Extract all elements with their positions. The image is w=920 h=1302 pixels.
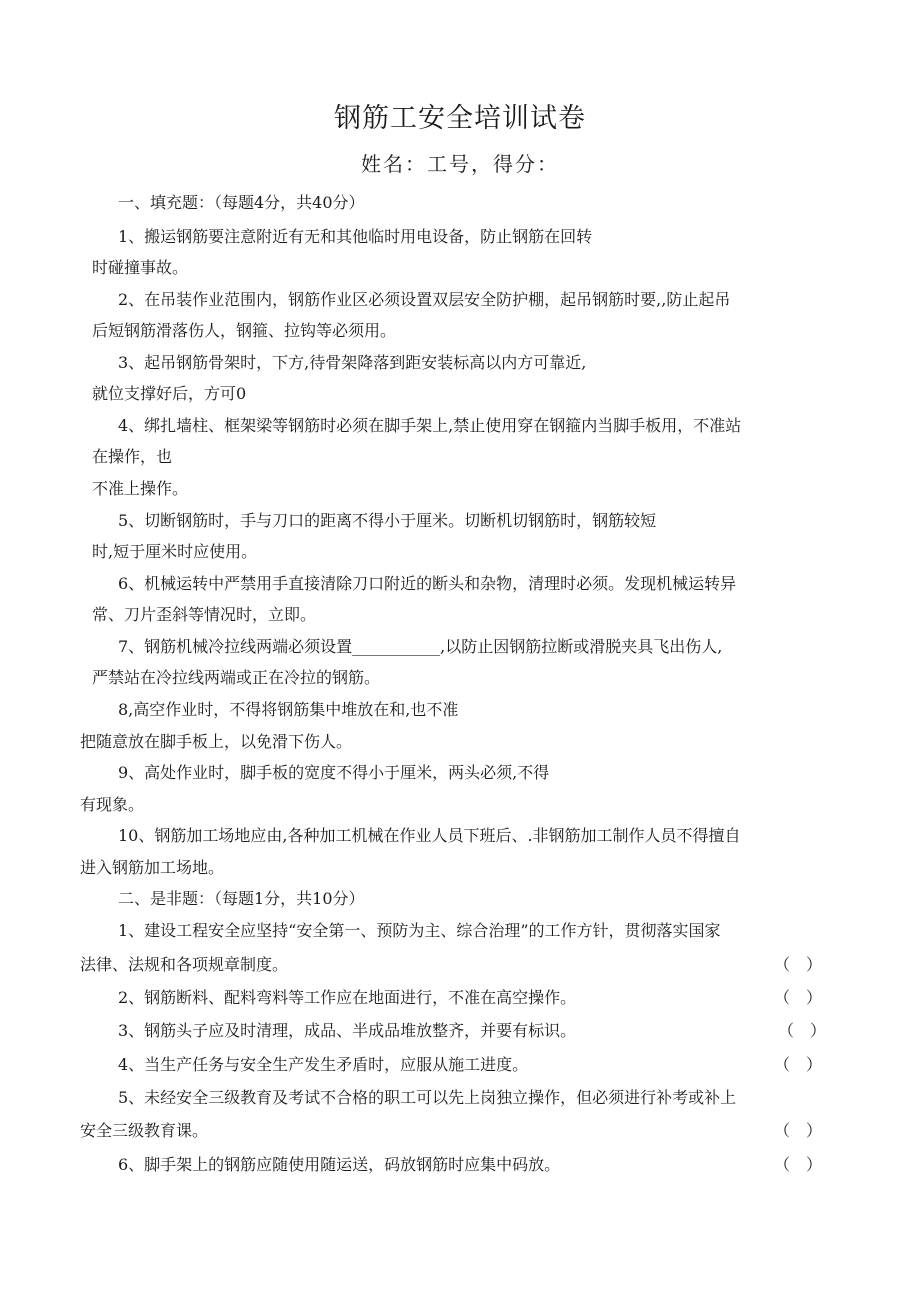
fill-q6-line1: 6、机械运转中严禁用手直接清除刀口附近的断头和杂物，清理时必须。发现机械运转异	[118, 574, 737, 593]
fill-q9-line1: 9、高处作业时，脚手板的宽度不得小于厘米，两头必须,不得	[118, 763, 550, 782]
fill-q4-line1: 4、绑扎墙柱、框架梁等钢筋时必须在脚手架上,禁止使用穿在钢箍内当脚手板用，不准站	[118, 416, 742, 435]
tf-q4: 4、当生产任务与安全生产发生矛盾时，应服从施工进度。	[118, 1055, 529, 1074]
fill-q6-line2: 常、刀片歪斜等情况时，立即。	[92, 605, 317, 624]
fill-q3-line2: 就位支撑好后，方可0	[92, 384, 247, 403]
exam-title: 钢筋工安全培训试卷	[334, 103, 586, 134]
tf-q2: 2、钢筋断料、配料弯料等工作应在地面进行，不准在高空操作。	[118, 988, 577, 1007]
fill-q7-line1: 7、钢筋机械冷拉线两端必须设置___________,以防止因钢筋拉断或滑脱夹具飞出伤人,	[118, 637, 723, 656]
tf-q3: 3、钢筋头子应及时清理，成品、半成品堆放整齐，并要有标识。	[118, 1021, 577, 1040]
tf-q1-line2: 法律、法规和各项规章制度。	[80, 955, 289, 974]
fill-q1-line2: 时碰撞事故。	[92, 258, 189, 277]
section2-heading: 二、是非题：（每题1分，共10分）	[118, 889, 365, 908]
tf-q1-answer-blank: （ ）	[774, 955, 823, 974]
fill-q2-line1: 2、在吊装作业范围内，钢筋作业区必须设置双层安全防护棚，起吊钢筋时要,,防止起吊	[118, 290, 731, 309]
tf-q5-answer-blank: （ ）	[774, 1121, 823, 1140]
fill-q5-line1: 5、切断钢筋时，手与刀口的距离不得小于厘米。切断机切钢筋时，钢筋较短	[118, 511, 657, 530]
tf-q2-answer-blank: （ ）	[774, 988, 823, 1007]
fill-q1-line1: 1、搬运钢筋要注意附近有无和其他临时用电设备，防止钢筋在回转	[118, 227, 593, 246]
tf-q3-answer-blank: （ ）	[778, 1021, 827, 1040]
fill-q8-line2: 把随意放在脚手板上，以免滑下伤人。	[80, 732, 353, 751]
fill-q8-line1: 8,高空作业时，不得将钢筋集中堆放在和,也不准	[118, 700, 459, 719]
tf-q5-line2: 安全三级教育课。	[80, 1121, 209, 1140]
tf-q6-answer-blank: （ ）	[774, 1155, 823, 1174]
fill-q10-line1: 10、钢筋加工场地应由,各种加工机械在作业人员下班后、.非钢筋加工制作人员不得擅自	[118, 826, 741, 845]
fill-q9-line2: 有现象。	[80, 795, 145, 814]
tf-q6: 6、脚手架上的钢筋应随使用随运送，码放钢筋时应集中码放。	[118, 1155, 561, 1174]
fill-q4-line3: 不准上操作。	[92, 479, 189, 498]
fill-q4-line2: 在操作，也	[92, 447, 173, 466]
tf-q1-line1: 1、建设工程安全应坚持“安全第一、预防为主、综合治理”的工作方针，贯彻落实国家	[118, 921, 721, 940]
tf-q5-line1: 5、未经安全三级教育及考试不合格的职工可以先上岗独立操作，但必须进行补考或补上	[118, 1088, 737, 1107]
section1-heading: 一、填充题：（每题4分，共40分）	[118, 193, 365, 212]
fill-q7-line2: 严禁站在冷拉线两端或正在冷拉的钢筋。	[92, 668, 381, 687]
fill-q10-line2: 进入钢筋加工场地。	[80, 858, 225, 877]
fill-q5-line2: 时,短于厘米时应使用。	[92, 542, 258, 561]
tf-q4-answer-blank: （ ）	[774, 1055, 823, 1074]
exam-subtitle: 姓名：工号，得分：	[361, 152, 559, 176]
fill-q2-line2: 后短钢筋滑落伤人，钢箍、拉钩等必须用。	[92, 321, 397, 340]
fill-q3-line1: 3、起吊钢筋骨架时，下方,待骨架降落到距安装标高以内方可靠近,	[118, 353, 587, 372]
